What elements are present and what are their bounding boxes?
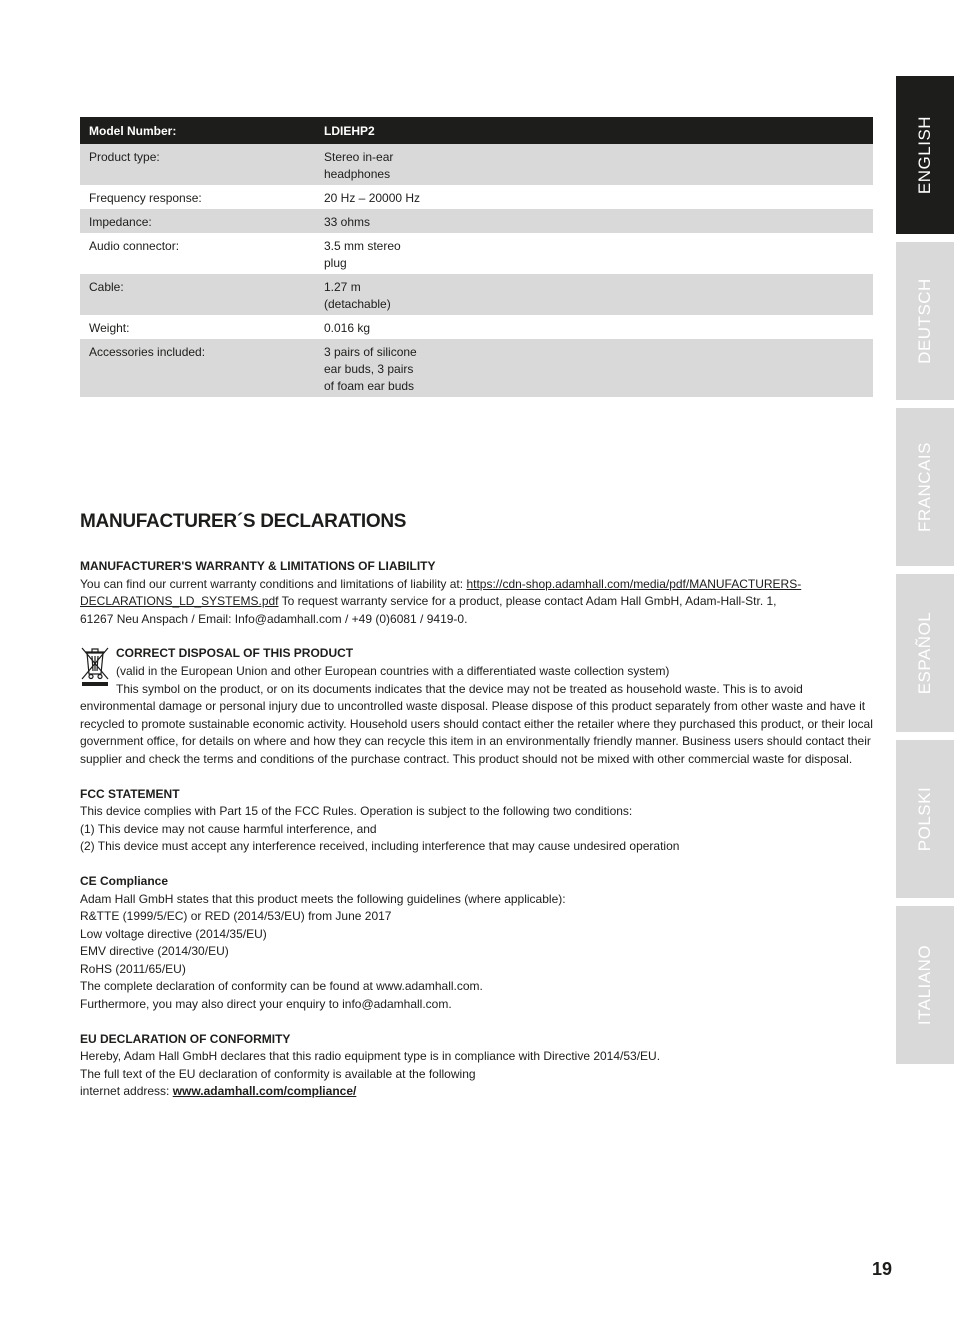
spec-row — [80, 185, 873, 209]
spec-value-line: 3 pairs of silicone — [324, 345, 417, 359]
spec-value-line: Stereo in-ear — [324, 150, 394, 164]
spec-row — [80, 274, 873, 315]
fcc-line: This device complies with Part 15 of the FCC Rules. Operation is subject to the following two conditions: — [80, 804, 633, 819]
spec-value-line: 20 Hz – 20000 Hz — [324, 191, 421, 205]
tab-label: POLSKI — [915, 786, 934, 852]
warranty-section — [80, 558, 873, 628]
spec-label: Cable: — [80, 274, 315, 315]
warranty-heading: MANUFACTURER'S WARRANTY & LIMITATIONS OF LIABILITY — [80, 559, 436, 573]
ce-line: Adam Hall GmbH states that this product meets the following guidelines (where applicable): — [80, 891, 566, 906]
spec-header-label: Model Number: — [80, 117, 315, 144]
spec-label: Impedance: — [80, 209, 315, 233]
tab-label: ESPAÑOL — [915, 611, 934, 695]
tab-polski[interactable] — [896, 740, 954, 898]
spec-value-line: (detachable) — [324, 297, 391, 311]
tab-label: FRANCAIS — [915, 442, 934, 532]
spec-value-line: plug — [324, 256, 347, 270]
spec-value-line: 0.016 kg — [324, 321, 371, 335]
spec-value-line: of foam ear buds — [324, 379, 415, 393]
spec-table-body — [80, 144, 873, 397]
ce-heading: CE Compliance — [80, 873, 169, 888]
spec-value-line: 1.27 m — [324, 280, 361, 294]
tab-francais[interactable] — [896, 408, 954, 566]
eu-address-prefix: internet address: — [80, 1084, 173, 1099]
spec-table-header — [80, 117, 873, 144]
ce-line: Furthermore, you may also direct your enquiry to info@adamhall.com. — [80, 997, 452, 1012]
spec-value-line: 3.5 mm stereo — [324, 239, 401, 253]
spec-value — [315, 144, 873, 185]
fcc-line: (2) This device must accept any interference received, including interference that may cause undesired operation — [80, 839, 680, 854]
warranty-address: 61267 Neu Anspach / Email: Info@adamhall.com / +49 (0)6081 / 9419-0. — [80, 611, 468, 626]
crossed-out-wheelie-bin-icon — [80, 645, 110, 687]
ce-line: R&TTE (1999/5/EC) or RED (2014/53/EU) from June 2017 — [80, 909, 392, 924]
ce-section — [80, 873, 873, 1014]
ce-line: Low voltage directive (2014/35/EU) — [80, 926, 267, 941]
spec-value-line: 33 ohms — [324, 215, 371, 229]
spec-row — [80, 209, 873, 233]
fcc-section — [80, 786, 873, 856]
spec-row — [80, 339, 873, 397]
eu-heading: EU DECLARATION OF CONFORMITY — [80, 1031, 291, 1046]
ce-line: EMV directive (2014/30/EU) — [80, 944, 229, 959]
warranty-text-contact: To request warranty service for a product, please contact Adam Hall GmbH, Adam-Hall-Str. 1, — [278, 594, 777, 609]
fcc-heading: FCC STATEMENT — [80, 786, 180, 801]
tab-label: ITALIANO — [915, 944, 934, 1026]
disposal-body: This symbol on the product, or on its documents indicates that the device may not be treated as household waste. This is to avoid environmental damage or personal injury due to uncontrolled waste disposal. Please dispose of this product separately from other waste and have it recycled to promote sustainable economic activity. Household users should contact either the retailer where they purchased this product, or their local government office, for details on where and how they can recycle this item in an environmentally friendly manner. Business users should contact their supplier and check the terms and conditions of the purchase contract. This product should not be mixed with other commercial waste for disposal. — [80, 681, 873, 766]
warranty-text-intro: You can find our current warranty conditions and limitations of liability at: — [80, 576, 467, 591]
eu-section — [80, 1031, 873, 1101]
spec-label: Accessories included: — [80, 339, 315, 397]
disposal-section — [80, 645, 873, 768]
tab-italiano[interactable] — [896, 906, 954, 1064]
ce-line: RoHS (2011/65/EU) — [80, 961, 186, 976]
spec-value-line: ear buds, 3 pairs — [324, 362, 414, 376]
fcc-line: (1) This device may not cause harmful interference, and — [80, 821, 377, 836]
tab-deutsch[interactable] — [896, 242, 954, 400]
tab-label: DEUTSCH — [915, 278, 934, 364]
spec-row — [80, 315, 873, 339]
spec-value-line: headphones — [324, 167, 391, 181]
tab-label: ENGLISH — [915, 115, 934, 195]
spec-label: Audio connector: — [80, 233, 315, 274]
spec-label: Product type: — [80, 144, 315, 185]
spec-value — [315, 274, 873, 315]
eu-line: The full text of the EU declaration of conformity is available at the following — [80, 1066, 476, 1081]
spec-value — [315, 315, 873, 339]
spec-value — [315, 209, 873, 233]
spec-label: Weight: — [80, 315, 315, 339]
tab-español[interactable] — [896, 574, 954, 732]
declarations-title: MANUFACTURER´S DECLARATIONS — [80, 511, 407, 532]
eu-line: Hereby, Adam Hall GmbH declares that this radio equipment type is in compliance with Directive 2014/53/EU. — [80, 1049, 661, 1064]
declarations-section — [80, 510, 873, 1118]
spec-value — [315, 233, 873, 274]
page-number: 19 — [872, 1259, 893, 1279]
spec-row — [80, 144, 873, 185]
spec-header-value: LDIEHP2 — [315, 117, 873, 144]
tab-english[interactable] — [896, 76, 954, 234]
warranty-link[interactable]: https://cdn-shop.adamhall.com/media/pdf/MANUFACTURERS-DECLARATIONS_LD_SYSTEMS.pdf — [80, 576, 802, 609]
spec-value — [315, 185, 873, 209]
disposal-heading: CORRECT DISPOSAL OF THIS PRODUCT — [116, 646, 354, 661]
compliance-link[interactable]: www.adamhall.com/compliance/ — [172, 1084, 357, 1099]
eu-address — [80, 1083, 873, 1101]
spec-value — [315, 339, 873, 397]
spec-label: Frequency response: — [80, 185, 315, 209]
ce-line: The complete declaration of conformity can be found at www.adamhall.com. — [80, 979, 483, 994]
spec-table — [80, 117, 873, 397]
warranty-text — [80, 576, 873, 611]
spec-row — [80, 233, 873, 274]
disposal-scope: (valid in the European Union and other European countries with a differentiated waste collection system) — [116, 663, 670, 678]
